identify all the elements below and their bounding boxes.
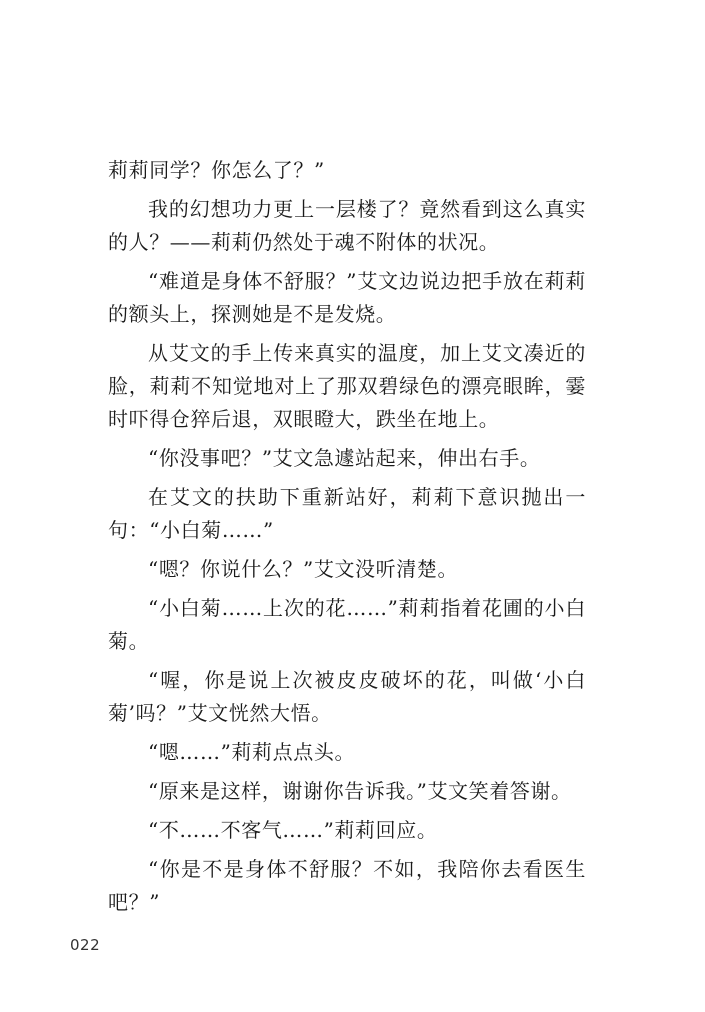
paragraph-11: “原来是这样，谢谢你告诉我。”艾文笑着答谢。 [148, 779, 572, 803]
paragraph-3: “难道是身体不舒服？”艾文边说边把手放在莉莉的额头上，探测她是不是发烧。 [108, 269, 586, 326]
paragraph-1: 莉莉同学？你怎么了？” [108, 158, 325, 182]
paragraph-8: “小白菊……上次的花……”莉莉指着花圃的小白菊。 [108, 596, 586, 653]
paragraph-9: “喔，你是说上次被皮皮破坏的花，叫做‘小白菊’吗？”艾文恍然大悟。 [108, 668, 586, 725]
paragraph-7: “嗯？你说什么？”艾文没听清楚。 [148, 557, 459, 581]
paragraph-5: “你没事吧？”艾文急遽站起来，伸出右手。 [148, 446, 541, 470]
paragraph-2: 我的幻想功力更上一层楼了？竟然看到这么真实的人？——莉莉仍然处于魂不附体的状况。 [108, 197, 586, 254]
paragraph-12: “不……不客气……”莉莉回应。 [148, 818, 438, 842]
body-text [108, 154, 586, 925]
paragraph-10: “嗯……”莉莉点点头。 [148, 740, 356, 764]
paragraph-6: 在艾文的扶助下重新站好，莉莉下意识抛出一句：“小白菊……” [108, 485, 586, 542]
paragraph-4: 从艾文的手上传来真实的温度，加上艾文凑近的脸，莉莉不知觉地对上了那双碧绿色的漂亮眼眸，霎时吓得仓猝后退，双眼瞪大，跌坐在地上。 [108, 341, 586, 431]
paragraph-13: “你是不是身体不舒服？不如，我陪你去看医生吧？” [108, 857, 586, 914]
page-number: 022 [70, 936, 101, 954]
